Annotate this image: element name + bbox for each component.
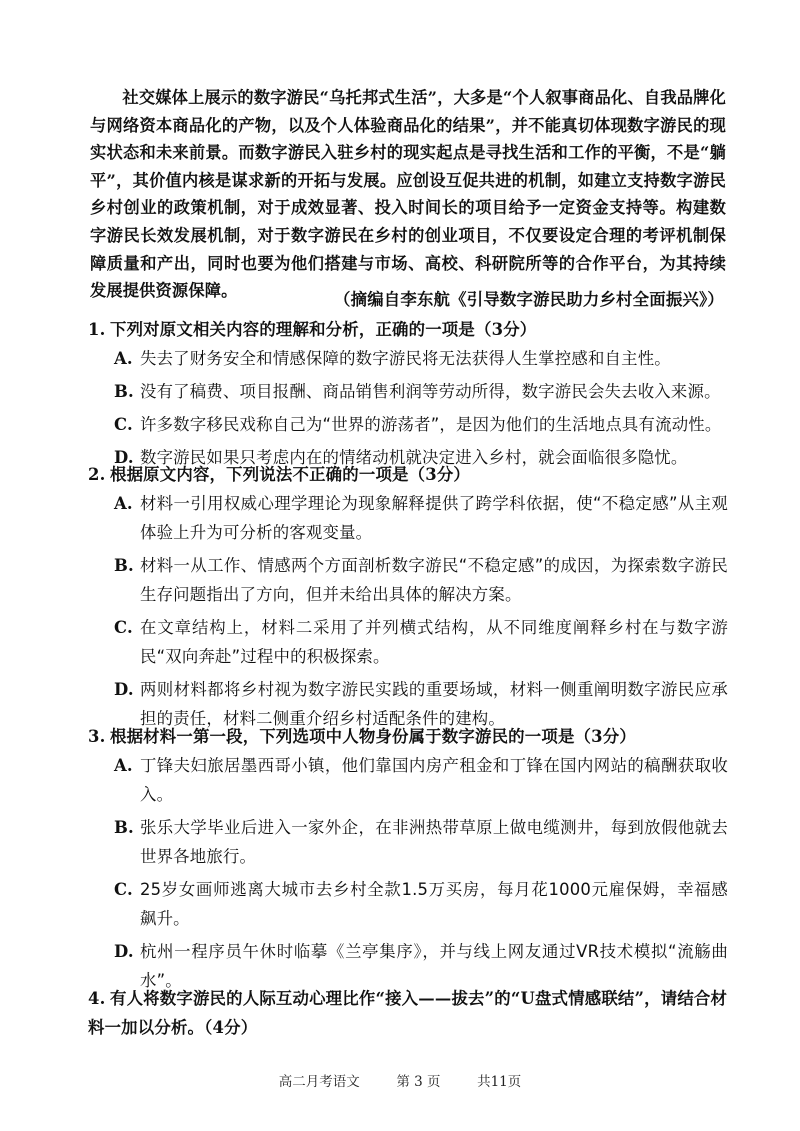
footer-total-pages: 共11页 xyxy=(477,1074,522,1090)
option-b: B. 张乐大学毕业后进入一家外企，在非洲热带草原上做电缆测井，每到放假他就去世界各地旅行。 xyxy=(114,818,728,866)
question-stem: 下列对原文相关内容的理解和分析，正确的一项是（3分） xyxy=(110,320,537,339)
option-c: C. 25岁女画师逃离大城市去乡村全款1.5万买房，每月花1000元雇保姆，幸福感飙升。 xyxy=(114,880,728,928)
question-stem: 根据原文内容，下列说法不正确的一项是（3分） xyxy=(110,465,471,484)
option-b: B. 没有了稿费、项目报酬、商品销售利润等劳动所得，数字游民会失去收入来源。 xyxy=(114,382,721,401)
option-c: C. 许多数字移民戏称自己为“世界的游荡者”，是因为他们的生活地点具有流动性。 xyxy=(114,415,722,434)
question-number: 1. xyxy=(88,320,106,339)
option-a: A. 材料一引用权威心理学理论为现象解释提供了跨学科依据，使“不稳定感”从主观体验上升为可分析的客观变量。 xyxy=(114,494,728,542)
question-number: 2. xyxy=(88,465,106,484)
option-d: D. 数字游民如果只考虑内在的情绪动机就决定进入乡村，就会面临很多隐忧。 xyxy=(114,448,688,467)
question-4 xyxy=(88,984,728,1042)
question-2 xyxy=(88,460,728,489)
footer-exam-name: 高二月考语文 xyxy=(278,1074,360,1090)
option-c: C. 在文章结构上，材料二采用了并列横式结构，从不同维度阐释乡村在与数字游民“双向奔赴”过程中的积极探索。 xyxy=(114,618,728,666)
option-d: D. 两则材料都将乡村视为数字游民实践的重要场域，材料一侧重阐明数字游民应承担的责任，材料二侧重介绍乡村适配条件的建构。 xyxy=(114,680,728,728)
question-3 xyxy=(88,722,728,751)
question-1-options xyxy=(114,344,728,476)
option-a: A. 失去了财务安全和情感保障的数字游民将无法获得人生掌控感和自主性。 xyxy=(114,349,671,368)
question-stem: 根据材料一第一段，下列选项中人物身份属于数字游民的一项是（3分） xyxy=(110,727,636,746)
question-2-options xyxy=(114,489,728,737)
question-stem: 有人将数字游民的人际互动心理比作“接入——拔去”的“U盘式情感联结”，请结合材料一加以分析。（4分） xyxy=(88,989,728,1037)
passage-paragraph: 社交媒体上展示的数字游民“乌托邦式生活”，大多是“个人叙事商品化、自我品牌化与网络资本商品化的产物，以及个人体验商品化的结果”，并不能真切体现数字游民的现实状态和未来前景。而数字游民入驻乡村的现实起点是寻找生活和工作的平衡，不是“躺平”，其价值内核是谋求新的开拓与发展。应创设互促共进的机制，如建立支持数字游民乡村创业的政策机制，对于成效显著、投入时间长的项目给予一定资金支持等。构建数字游民长效发展机制，对于数字游民在乡村的创业项目，不仅要设定合理的考评机制保障质量和产出，同时也要为他们搭建与市场、高校、科研院所等的合作平台，为其持续发展提供资源保障。 xyxy=(90,88,726,301)
question-number: 3. xyxy=(88,727,106,746)
option-a: A. 丁锋夫妇旅居墨西哥小镇，他们靠国内房产租金和丁锋在国内网站的稿酬获取收入。 xyxy=(114,756,728,804)
option-b: B. 材料一从工作、情感两个方面剖析数字游民“不稳定感”的成因，为探索数字游民生存问题指出了方向，但并未给出具体的解决方案。 xyxy=(114,556,728,604)
page-footer xyxy=(0,1070,800,1090)
question-number: 4. xyxy=(88,989,106,1008)
option-d: D. 杭州一程序员午休时临摹《兰亭集序》，并与线上网友通过VR技术模拟“流觞曲水”。 xyxy=(114,942,728,990)
footer-page-number: 第 3 页 xyxy=(396,1074,441,1090)
question-3-options xyxy=(114,751,728,999)
passage-source: （摘编自李东航《引导数字游民助力乡村全面振兴》） xyxy=(334,290,724,309)
question-1 xyxy=(88,315,728,344)
